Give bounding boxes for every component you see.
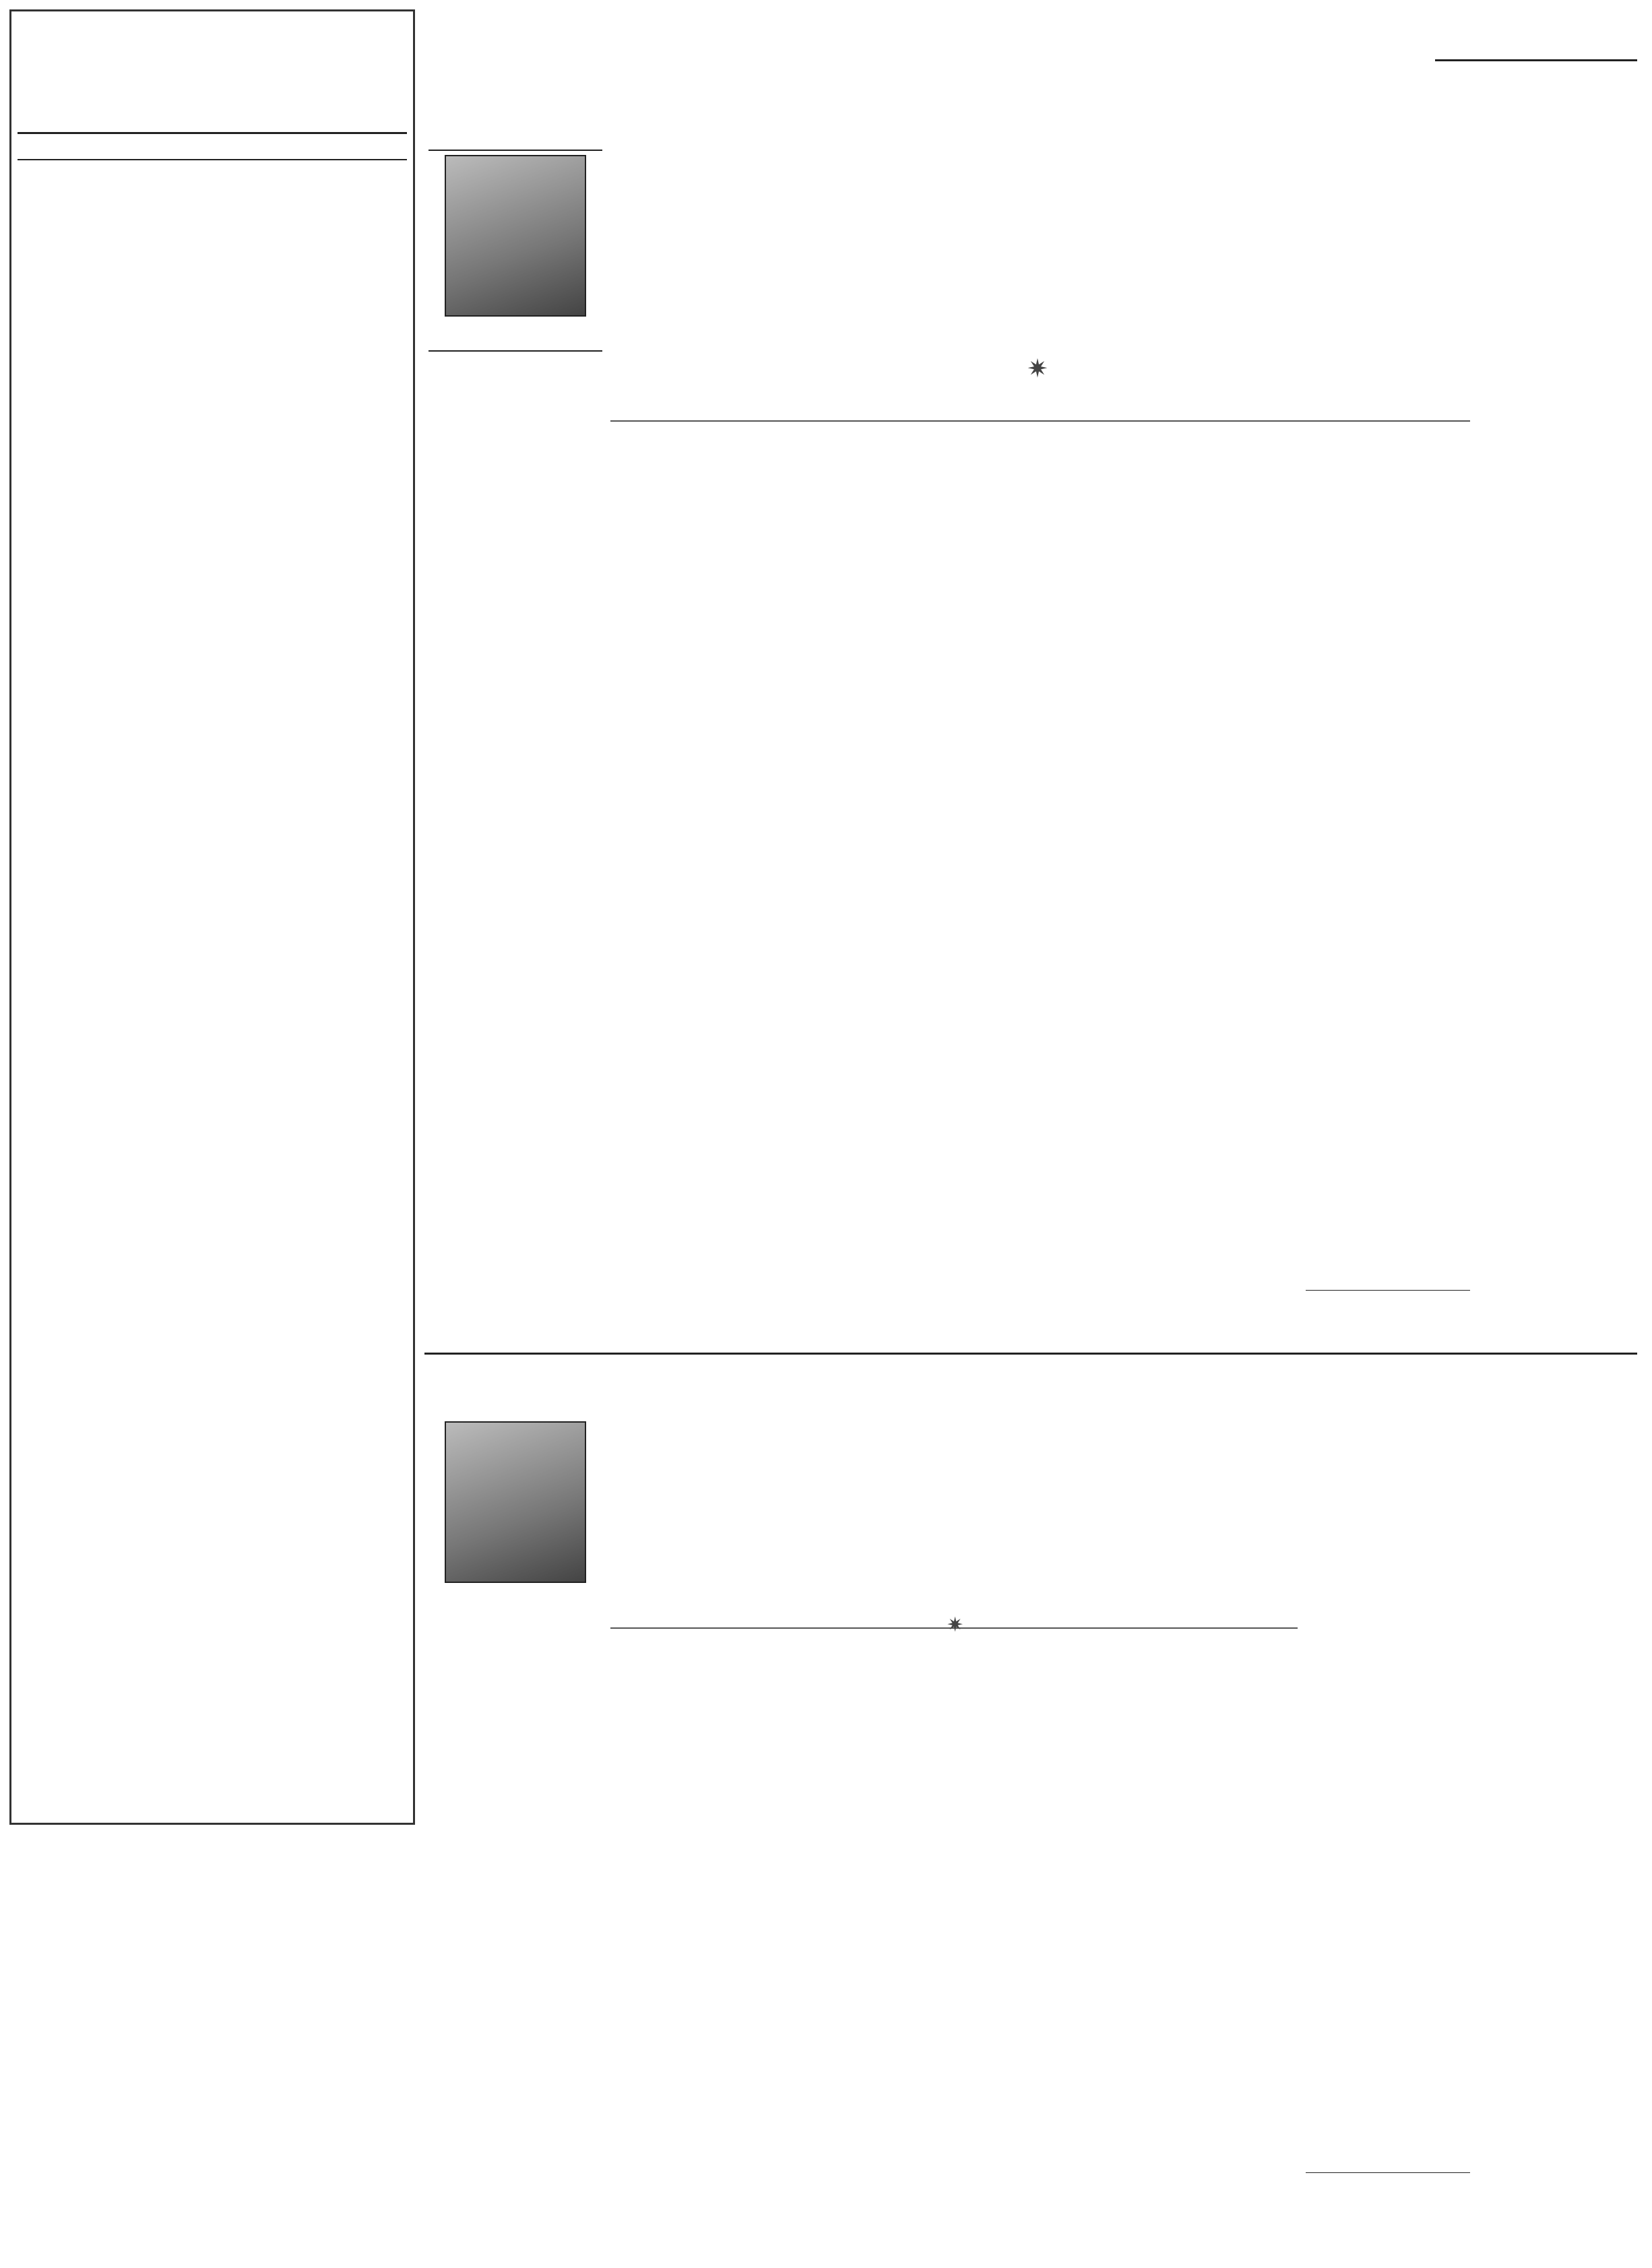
article-2-b-col-5 (1132, 1741, 1298, 2179)
article-2-top-col-2 (610, 1415, 776, 1617)
article-2-b-col-4 (958, 1741, 1124, 2179)
author-photo-praful-bidwai (445, 1421, 586, 1583)
article-2-b-col-3 (784, 1741, 950, 2179)
article-1-col-2-top (610, 147, 776, 361)
article-1-author-rule-2 (428, 350, 602, 352)
dateline-rule-bottom (18, 159, 407, 160)
article-2-top-col-4 (958, 1415, 1124, 1617)
article-2-top-col-5 (1132, 1415, 1298, 1617)
article-1-col-6 (1306, 147, 1470, 1292)
editorial-2 (19, 997, 406, 1815)
article-1-col-1 (428, 357, 602, 1340)
star-icon-2: ✷ (947, 1614, 964, 1636)
article-1-footnote-rule (1306, 1290, 1470, 1291)
section-rule-1 (424, 1353, 1637, 1355)
article-1-col-5-top (1132, 147, 1298, 361)
article-2-footnote-rule (1306, 2172, 1470, 2173)
article-1-b-col-3 (784, 532, 950, 1340)
author-photo-abdul-bayes (445, 155, 586, 317)
article-1-author-rule (428, 150, 602, 151)
dateline-rule-top (18, 132, 407, 134)
editorial-1 (19, 167, 406, 1036)
article-1-col-3-top (784, 147, 950, 361)
article-1-col-4-top (958, 147, 1124, 361)
masthead-right-rule (1435, 59, 1637, 61)
article-1-b-col-2 (610, 532, 776, 1340)
article-1-b-col-4 (958, 532, 1124, 1340)
article-1-b-col-5 (1132, 532, 1298, 1340)
article-2-col-6 (1306, 1415, 1470, 2176)
article-2-top-col-3 (784, 1415, 950, 1617)
article-2-b-col-2 (610, 1741, 776, 2179)
article-2-col-1 (428, 1630, 602, 2182)
star-icon: ✷ (1027, 355, 1048, 383)
